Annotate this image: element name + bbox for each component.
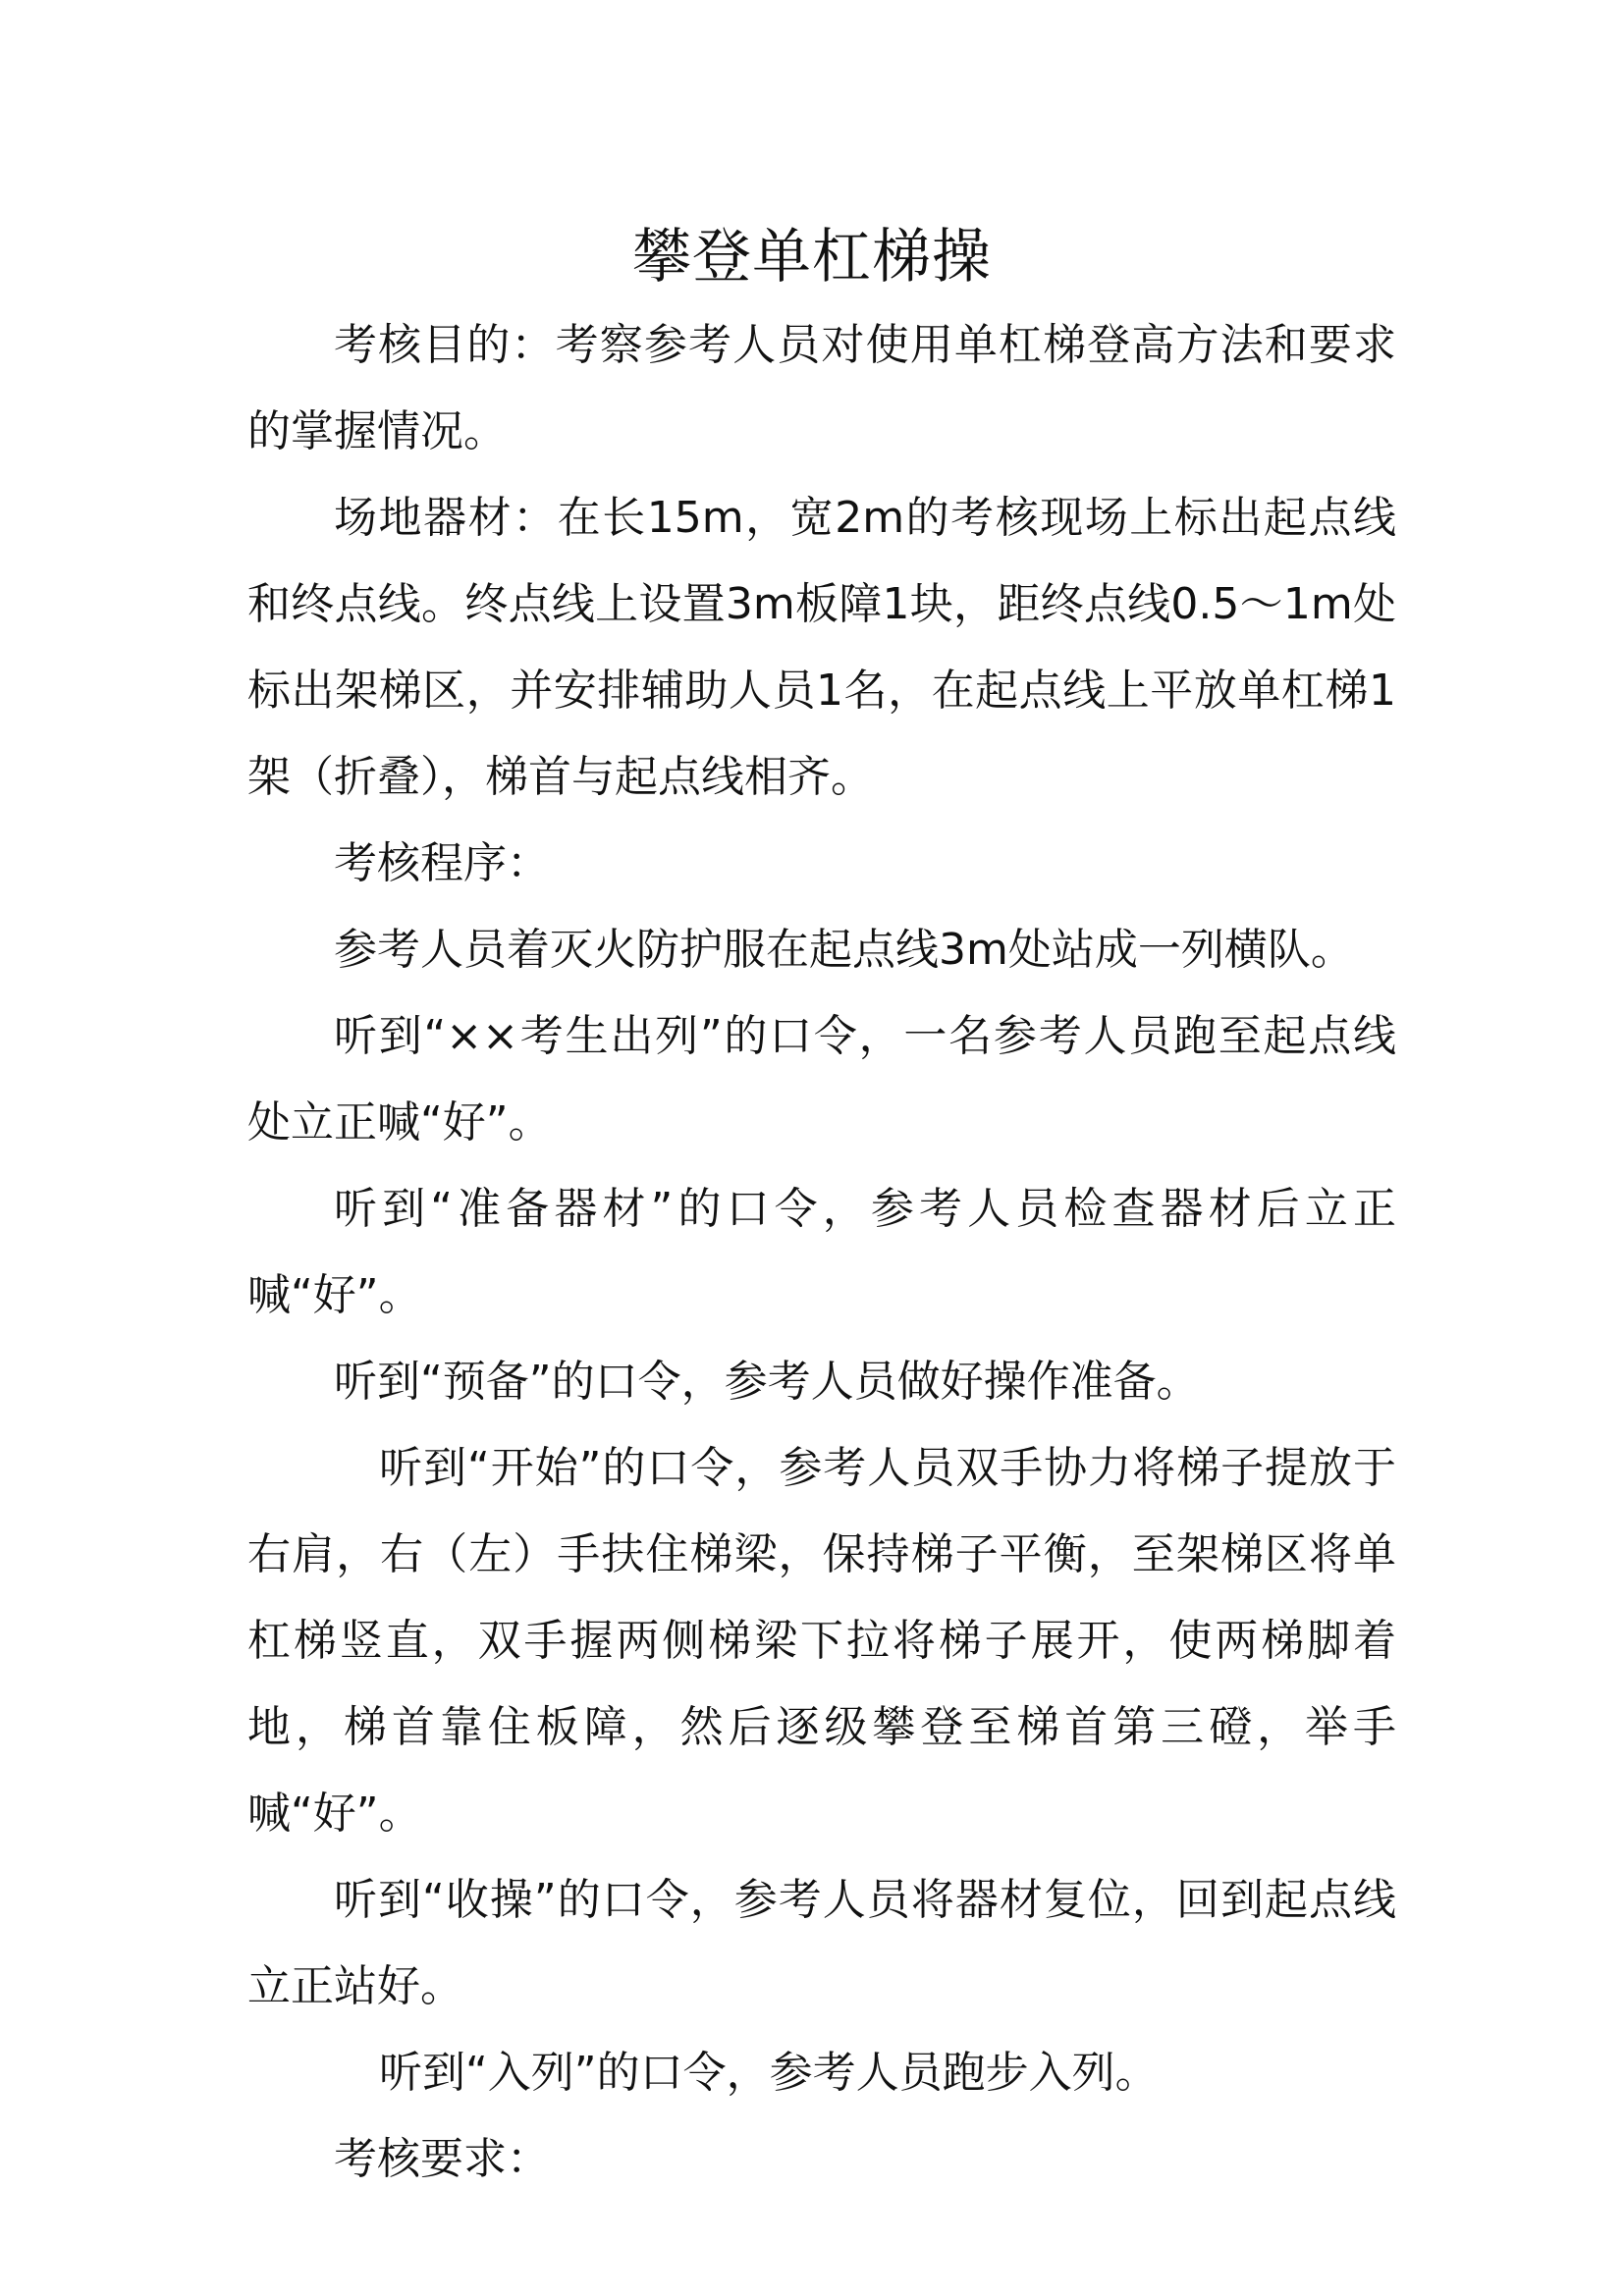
- paragraph-procedure-prepare-equipment: 听到“准备器材”的口令，参考人员检查器材后立正喊“好”。: [247, 1184, 1396, 1320]
- paragraph-assessment-purpose: 考核目的：考察参考人员对使用单杠梯登高方法和要求的掌握情况。: [247, 320, 1396, 456]
- paragraph-procedure-rejoin: 听到“入列”的口令，参考人员跑步入列。: [379, 2048, 1159, 2098]
- document-title: 攀登单杠梯操: [632, 223, 992, 292]
- paragraph-procedure-ready: 听到“预备”的口令，参考人员做好操作准备。: [334, 1357, 1200, 1407]
- document-body: [247, 302, 1396, 2203]
- paragraph-procedure-line-up: 参考人员着灭火防护服在起点线3m处站成一列横队。: [334, 925, 1354, 975]
- paragraph-venue-equipment: 场地器材：在长15m，宽2m的考核现场上标出起点线和终点线。终点线上设置3m板障1块，距终点线0.5～1m处标出架梯区，并安排辅助人员1名，在起点线上平放单杠梯1架（折叠），梯首与起点线相齐。: [247, 493, 1396, 802]
- paragraph-procedure-start: 听到“开始”的口令，参考人员双手协力将梯子提放于右肩，右（左）手扶住梯梁，保持梯子平衡，至架梯区将单杠梯竖直，双手握两侧梯梁下拉将梯子展开，使两梯脚着地，梯首靠住板障，然后逐级攀登至梯首第三磴，举手喊“好”。: [247, 1443, 1396, 1839]
- paragraph-procedure-step-out: 听到“××考生出列”的口令，一名参考人员跑至起点线处立正喊“好”。: [247, 1011, 1396, 1148]
- paragraph-procedure-heading: 考核程序：: [334, 838, 550, 888]
- paragraph-procedure-finish: 听到“收操”的口令，参考人员将器材复位，回到起点线立正站好。: [247, 1875, 1396, 2011]
- paragraph-requirements-heading: 考核要求：: [334, 2134, 550, 2184]
